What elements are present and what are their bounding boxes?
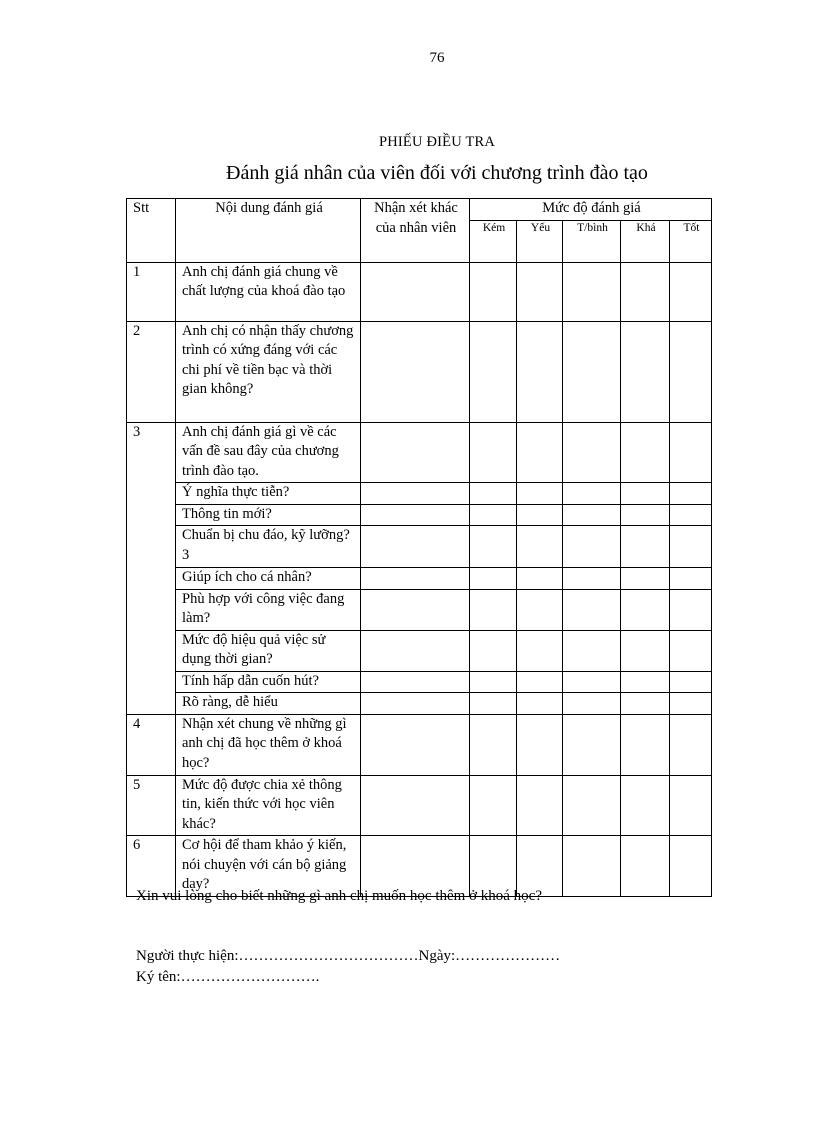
sub-row <box>127 671 712 693</box>
rating-cell[interactable] <box>517 504 563 526</box>
sub-question-text: Thông tin mới? <box>176 504 361 526</box>
rating-cell[interactable] <box>517 714 563 775</box>
rating-cell[interactable] <box>621 836 670 897</box>
rating-cell[interactable] <box>670 483 712 505</box>
rating-cell[interactable] <box>563 568 621 590</box>
sub-row <box>127 693 712 715</box>
rating-cell[interactable] <box>470 630 517 671</box>
rating-cell[interactable] <box>621 262 670 321</box>
rating-cell[interactable] <box>517 262 563 321</box>
header-row <box>127 199 712 221</box>
sub-row <box>127 504 712 526</box>
rating-cell[interactable] <box>621 504 670 526</box>
rating-cell[interactable] <box>470 526 517 568</box>
rating-cell[interactable] <box>621 526 670 568</box>
rating-cell[interactable] <box>470 262 517 321</box>
rating-cell[interactable] <box>517 483 563 505</box>
rating-cell[interactable] <box>470 671 517 693</box>
rating-cell[interactable] <box>470 483 517 505</box>
sub-question-text: Mức độ hiệu quả việc sử dụng thời gian? <box>176 630 361 671</box>
comment-cell[interactable] <box>361 568 470 590</box>
rating-cell[interactable] <box>670 526 712 568</box>
rating-cell[interactable] <box>670 630 712 671</box>
rating-cell[interactable] <box>670 775 712 836</box>
rating-header: Yếu <box>517 220 563 262</box>
row-number: 3 <box>127 422 176 714</box>
sub-row <box>127 589 712 630</box>
rating-cell[interactable] <box>517 775 563 836</box>
comment-cell[interactable] <box>361 321 470 422</box>
rating-cell[interactable] <box>563 262 621 321</box>
comment-cell[interactable] <box>361 630 470 671</box>
rating-cell[interactable] <box>563 671 621 693</box>
rating-header: Tốt <box>670 220 712 262</box>
survey-table <box>126 198 712 897</box>
rating-cell[interactable] <box>470 504 517 526</box>
rating-cell[interactable] <box>563 504 621 526</box>
rating-cell[interactable] <box>621 422 670 483</box>
rating-cell[interactable] <box>563 836 621 897</box>
sub-row <box>127 568 712 590</box>
rating-cell[interactable] <box>670 693 712 715</box>
rating-cell[interactable] <box>470 321 517 422</box>
rating-cell[interactable] <box>670 422 712 483</box>
rating-cell[interactable] <box>563 483 621 505</box>
sub-question-text: Chuẩn bị chu đáo, kỹ lưỡng?3 <box>176 526 361 568</box>
rating-cell[interactable] <box>470 775 517 836</box>
rating-cell[interactable] <box>470 589 517 630</box>
sub-row <box>127 630 712 671</box>
rating-header: T/bình <box>563 220 621 262</box>
rating-cell[interactable] <box>517 568 563 590</box>
rating-cell[interactable] <box>517 630 563 671</box>
signature-line[interactable]: Ký tên:………………………. <box>136 969 320 985</box>
comment-cell[interactable] <box>361 693 470 715</box>
table-row <box>127 775 712 836</box>
row-number: 5 <box>127 775 176 836</box>
rating-cell[interactable] <box>517 422 563 483</box>
rating-cell[interactable] <box>470 693 517 715</box>
sub-question-text: Giúp ích cho cá nhân? <box>176 568 361 590</box>
rating-cell[interactable] <box>517 589 563 630</box>
rating-cell[interactable] <box>517 693 563 715</box>
sub-row <box>127 483 712 505</box>
row-number: 1 <box>127 262 176 321</box>
comment-cell[interactable] <box>361 526 470 568</box>
question-text: Mức độ được chia xẻ thông tin, kiến thức với học viên khác? <box>176 775 361 836</box>
rating-cell[interactable] <box>563 589 621 630</box>
form-title: PHIẾU ĐIỀU TRA <box>378 134 496 150</box>
rating-cell[interactable] <box>470 422 517 483</box>
rating-cell[interactable] <box>670 504 712 526</box>
question-text: Anh chị đánh giá chung về chất lượng của khoá đào tạo <box>176 262 361 321</box>
sub-question-text: Tính hấp dẫn cuốn hút? <box>176 671 361 693</box>
comment-cell[interactable] <box>361 714 470 775</box>
rating-cell[interactable] <box>670 714 712 775</box>
sub-question-text: Ý nghĩa thực tiễn? <box>176 483 361 505</box>
rating-cell[interactable] <box>563 693 621 715</box>
stt-header: Stt <box>127 199 176 263</box>
comment-cell[interactable] <box>361 483 470 505</box>
comment-cell[interactable] <box>361 775 470 836</box>
question-text: Nhận xét chung về những gì anh chị đã học thêm ở khoá học? <box>176 714 361 775</box>
sub-row <box>127 526 712 568</box>
rating-header: Khá <box>621 220 670 262</box>
rating-cell[interactable] <box>517 671 563 693</box>
question-text: Anh chị đánh giá gì về các vấn đề sau đây của chương trình đào tạo. <box>176 422 361 483</box>
rating-group-header: Mức độ đánh giá <box>470 199 712 221</box>
sub-question-text: Phù hợp với công việc đang làm? <box>176 589 361 630</box>
table-row <box>127 321 712 422</box>
comment-cell[interactable] <box>361 671 470 693</box>
rating-cell[interactable] <box>563 422 621 483</box>
rating-cell[interactable] <box>670 836 712 897</box>
footer-question: Xin vui lòng cho biết những gì anh chị muốn học thêm ở khoá học? <box>136 888 542 904</box>
page-number: 76 <box>429 50 445 66</box>
row-number: 2 <box>127 321 176 422</box>
sub-question-text: Rõ ràng, dễ hiểu <box>176 693 361 715</box>
rating-cell[interactable] <box>563 526 621 568</box>
rating-cell[interactable] <box>470 568 517 590</box>
rating-cell[interactable] <box>621 630 670 671</box>
rating-cell[interactable] <box>621 483 670 505</box>
rating-cell[interactable] <box>670 568 712 590</box>
rating-cell[interactable] <box>470 714 517 775</box>
rating-cell[interactable] <box>563 775 621 836</box>
rating-cell[interactable] <box>563 714 621 775</box>
rating-cell[interactable] <box>670 321 712 422</box>
rating-cell[interactable] <box>621 589 670 630</box>
comment-header: Nhận xét khác của nhân viên <box>361 199 470 263</box>
rating-cell[interactable] <box>670 671 712 693</box>
performer-date-line[interactable]: Người thực hiện:………………………………Ngày:………………… <box>136 948 561 964</box>
row-number: 6 <box>127 836 176 897</box>
rating-cell[interactable] <box>621 321 670 422</box>
question-text: Cơ hội để tham khảo ý kiến, nói chuyện với cán bộ giảng dạy? <box>176 836 361 897</box>
form-subtitle: Đánh giá nhân của viên đối với chương trình đào tạo <box>226 162 648 184</box>
rating-cell[interactable] <box>621 775 670 836</box>
comment-cell[interactable] <box>361 504 470 526</box>
table-row <box>127 714 712 775</box>
row-number: 4 <box>127 714 176 775</box>
comment-cell[interactable] <box>361 262 470 321</box>
table-row <box>127 422 712 483</box>
rating-cell[interactable] <box>670 589 712 630</box>
rating-cell[interactable] <box>621 693 670 715</box>
comment-cell[interactable] <box>361 589 470 630</box>
rating-cell[interactable] <box>517 526 563 568</box>
comment-cell[interactable] <box>361 422 470 483</box>
content-header: Nội dung đánh giá <box>176 199 361 263</box>
table-row <box>127 262 712 321</box>
rating-cell[interactable] <box>621 714 670 775</box>
rating-cell[interactable] <box>563 630 621 671</box>
rating-cell[interactable] <box>621 671 670 693</box>
rating-cell[interactable] <box>517 321 563 422</box>
rating-cell[interactable] <box>670 262 712 321</box>
rating-cell[interactable] <box>563 321 621 422</box>
question-text: Anh chị có nhận thấy chương trình có xứng đáng với các chi phí về tiền bạc và thời gian không? <box>176 321 361 422</box>
rating-cell[interactable] <box>621 568 670 590</box>
rating-header: Kém <box>470 220 517 262</box>
